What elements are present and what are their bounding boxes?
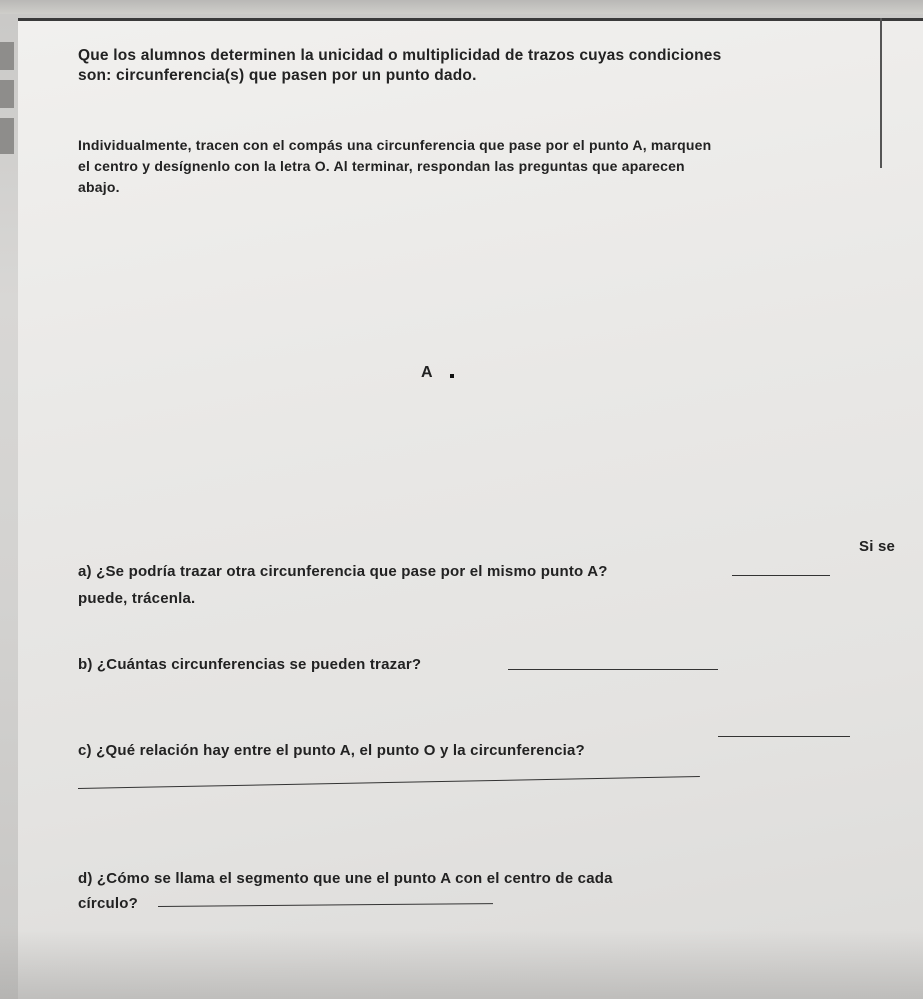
question-a: a) ¿Se podría trazar otra circunferencia que pase por el mismo punto A? [78,563,608,580]
question-d-line-1: d) ¿Cómo se llama el segmento que une el punto A con el centro de cada [78,870,613,887]
question-d-line-2: círculo? [78,895,138,912]
answer-blank-b[interactable] [508,669,718,670]
binder-tab [0,80,14,108]
point-a-label: A [421,364,433,381]
instructions-line-2: el centro y desígnenlo con la letra O. Al terminar, respondan las preguntas que aparecen [78,158,685,174]
binder-tab [0,42,14,70]
point-a-dot [450,374,454,378]
instructions-line-1: Individualmente, tracen con el compás una circunferencia que pase por el punto A, marquen [78,137,712,153]
page-edge-line [880,18,882,168]
page-shadow [0,930,923,999]
question-c: c) ¿Qué relación hay entre el punto A, el punto O y la circunferencia? [78,742,585,759]
title-line-1: Que los alumnos determinen la unicidad o multiplicidad de trazos cuyas condiciones [78,47,722,64]
answer-blank-c[interactable] [718,736,850,737]
binder-tab [0,118,14,154]
question-a-continued: puede, trácenla. [78,590,196,607]
instructions-line-3: abajo. [78,179,120,195]
question-b: b) ¿Cuántas circunferencias se pueden trazar? [78,656,422,673]
question-a-side-note: Si se [859,538,896,555]
background-top [0,0,923,14]
answer-blank-a[interactable] [732,575,830,576]
title-line-2: son: circunferencia(s) que pasen por un punto dado. [78,67,477,84]
